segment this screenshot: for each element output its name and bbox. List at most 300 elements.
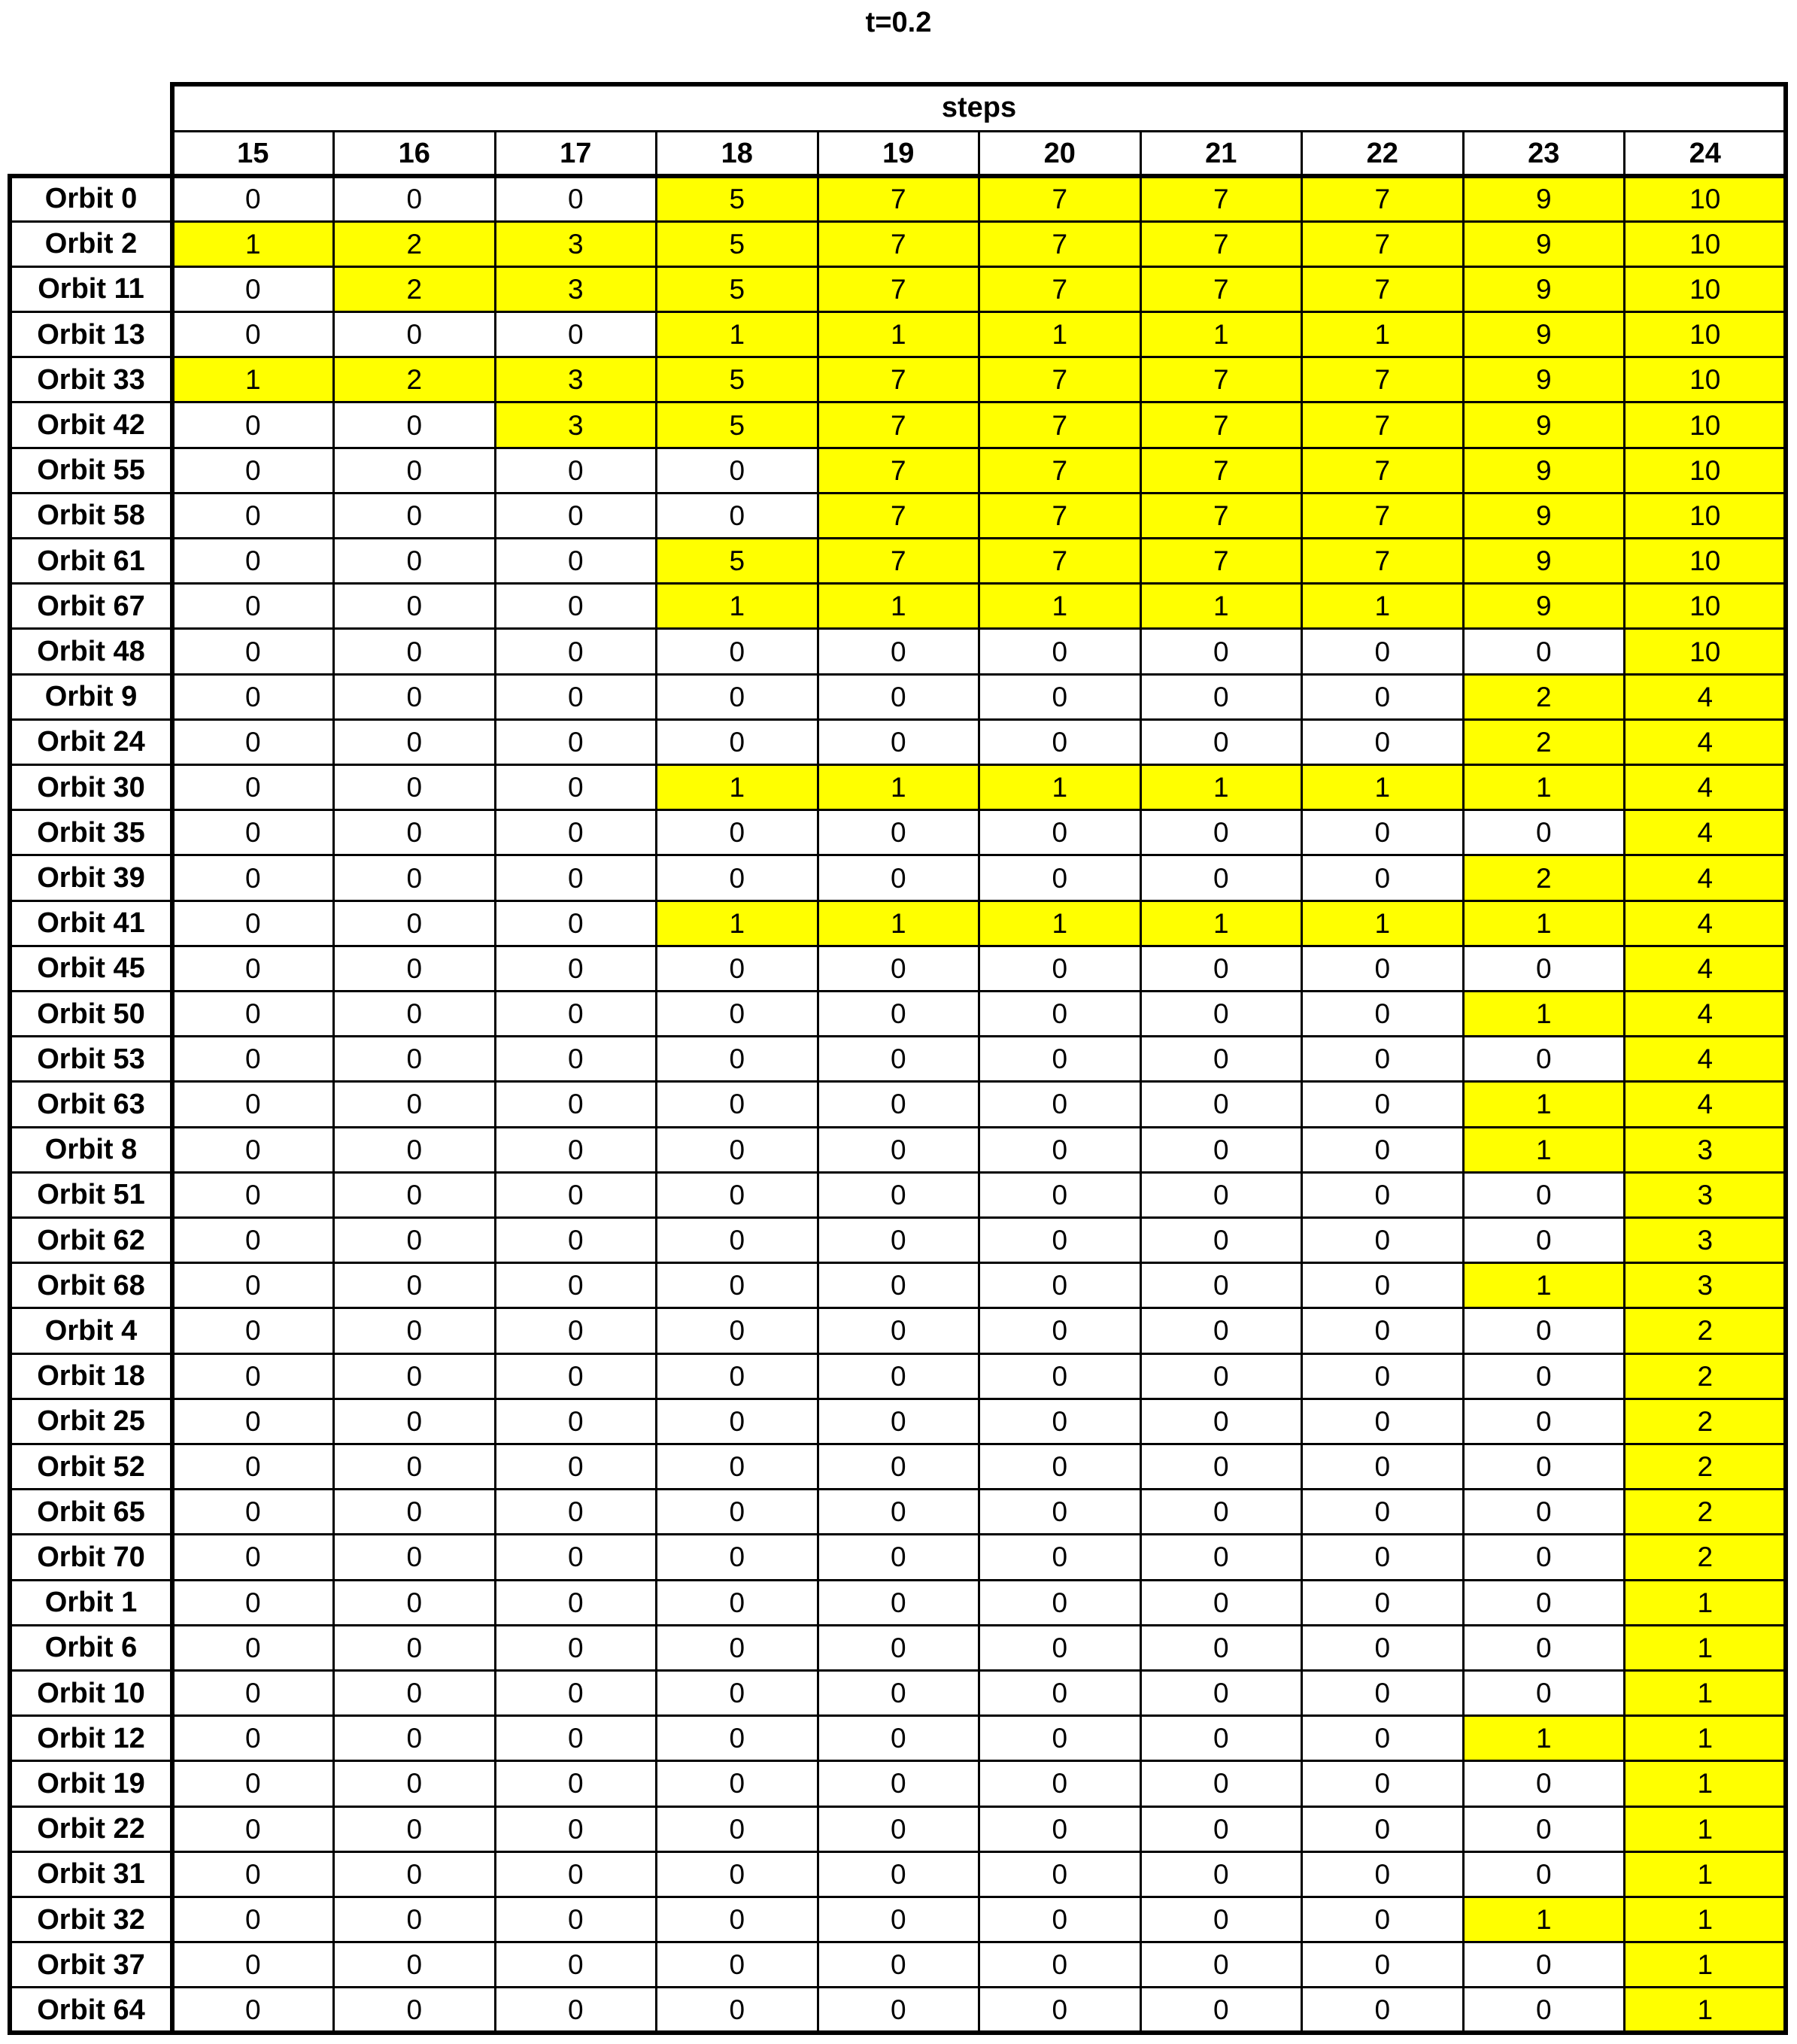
table-cell: 0 [1374, 998, 1391, 1030]
table-cell: 0 [1213, 1904, 1229, 1935]
table-cell: 0 [729, 1904, 745, 1935]
grid-line [10, 492, 1786, 494]
grid-line [10, 1216, 1786, 1219]
table-cell: 7 [1140, 357, 1302, 402]
row-label: Orbit 61 [37, 545, 145, 577]
table-cell: 0 [890, 1270, 906, 1301]
table-cell: 0 [406, 772, 423, 803]
table-cell: 0 [1213, 1994, 1229, 2026]
table-cell: 0 [1052, 862, 1068, 894]
grid-line [10, 945, 1786, 947]
row-label: Orbit 50 [37, 998, 145, 1030]
table-cell: 0 [406, 1541, 423, 1573]
table-cell: 0 [729, 726, 745, 758]
table-cell: 0 [244, 500, 261, 531]
table-cell: 1 [818, 312, 979, 357]
table-cell: 0 [406, 409, 423, 441]
table-cell: 1 [1625, 1670, 1786, 1715]
table-cell: 0 [729, 1632, 745, 1663]
row-label: Orbit 2 [44, 228, 138, 260]
table-cell: 2 [1625, 1308, 1786, 1353]
table-cell: 0 [1374, 1813, 1391, 1845]
table-cell: 7 [1302, 539, 1464, 584]
table-cell: 0 [406, 1678, 423, 1709]
table-cell: 1 [1140, 312, 1302, 357]
table-cell: 0 [406, 817, 423, 849]
table-cell: 1 [1463, 1127, 1625, 1172]
table-cell: 0 [567, 952, 584, 984]
row-label: Orbit 10 [37, 1677, 145, 1709]
table-cell: 1 [1625, 1897, 1786, 1942]
table-cell: 0 [729, 1723, 745, 1754]
table-cell: 0 [1052, 817, 1068, 849]
table-cell: 0 [1052, 1949, 1068, 1981]
table-cell: 10 [1625, 266, 1786, 311]
table-cell: 7 [1140, 266, 1302, 311]
table-cell: 0 [729, 1451, 745, 1483]
table-cell: 7 [1302, 448, 1464, 493]
table-cell: 0 [729, 952, 745, 984]
table-cell: 0 [1213, 1632, 1229, 1663]
table-cell: 0 [567, 1089, 584, 1120]
table-cell: 7 [979, 266, 1141, 311]
grid-line [10, 1488, 1786, 1490]
table-cell: 0 [1374, 1678, 1391, 1709]
table-cell: 0 [406, 862, 423, 894]
table-cell: 0 [1374, 1496, 1391, 1528]
table-cell: 0 [729, 1587, 745, 1618]
table-cell: 7 [818, 221, 979, 266]
table-cell: 0 [1213, 1089, 1229, 1120]
table-cell: 7 [1302, 493, 1464, 538]
table-cell: 0 [1052, 1813, 1068, 1845]
grid-line [10, 582, 1786, 585]
row-label: Orbit 18 [37, 1360, 145, 1393]
table-cell: 1 [1140, 765, 1302, 810]
table-cell: 0 [1052, 1451, 1068, 1483]
table-cell: 1 [1625, 1761, 1786, 1806]
table-cell: 0 [890, 681, 906, 712]
table-cell: 7 [1302, 176, 1464, 221]
grid-line [10, 1624, 1786, 1626]
table-cell: 0 [406, 952, 423, 984]
table-cell: 0 [567, 454, 584, 486]
table-cell: 1 [1625, 1806, 1786, 1851]
table-cell: 0 [890, 636, 906, 667]
table-cell: 9 [1463, 448, 1625, 493]
table-cell: 1 [979, 901, 1141, 946]
table-cell: 0 [729, 1405, 745, 1437]
table-cell: 0 [567, 591, 584, 622]
table-cell: 0 [1052, 726, 1068, 758]
row-label: Orbit 67 [37, 590, 145, 622]
table-cell: 9 [1463, 312, 1625, 357]
grid-line [332, 131, 335, 2033]
table-cell: 0 [890, 1225, 906, 1256]
row-label: Orbit 68 [37, 1269, 145, 1301]
grid-line [10, 1806, 1786, 1808]
table-cell: 0 [890, 1541, 906, 1573]
table-cell: 7 [1302, 402, 1464, 448]
table-cell: 1 [1625, 1625, 1786, 1670]
table-cell: 0 [1213, 1723, 1229, 1754]
table-cell: 0 [729, 454, 745, 486]
table-cell: 0 [1374, 681, 1391, 712]
column-header: 20 [1043, 138, 1076, 169]
table-cell: 1 [1463, 992, 1625, 1037]
table-cell: 0 [729, 1858, 745, 1890]
table-cell: 0 [406, 1587, 423, 1618]
table-cell: 7 [818, 402, 979, 448]
grid-line [10, 1126, 1786, 1128]
table-cell: 0 [1052, 1994, 1068, 2026]
table-cell: 0 [1213, 1813, 1229, 1845]
table-cell: 0 [890, 1768, 906, 1800]
table-cell: 0 [406, 1134, 423, 1165]
table-cell: 0 [1374, 1225, 1391, 1256]
table-cell: 2 [1625, 1353, 1786, 1399]
table-cell: 0 [1213, 1587, 1229, 1618]
table-cell: 0 [1535, 1496, 1552, 1528]
table-cell: 7 [979, 448, 1141, 493]
table-cell: 0 [1052, 1179, 1068, 1210]
table-cell: 4 [1625, 1037, 1786, 1082]
table-cell: 0 [567, 1587, 584, 1618]
grid-line [10, 854, 1786, 856]
table-cell: 0 [1535, 1813, 1552, 1845]
table-cell: 0 [244, 1451, 261, 1483]
grid-line [1623, 131, 1625, 2033]
row-label: Orbit 65 [37, 1496, 145, 1528]
table-cell: 0 [567, 1179, 584, 1210]
grid-line [10, 1896, 1786, 1898]
table-cell: 7 [1302, 357, 1464, 402]
table-cell: 0 [406, 319, 423, 351]
table-cell: 0 [244, 1858, 261, 1890]
table-cell: 0 [729, 1813, 745, 1845]
table-cell: 0 [1535, 1360, 1552, 1392]
table-cell: 0 [406, 726, 423, 758]
table-cell: 3 [1625, 1217, 1786, 1262]
grid-line [10, 1353, 1786, 1355]
table-cell: 0 [567, 998, 584, 1030]
table-cell: 0 [244, 952, 261, 984]
table-cell: 0 [406, 1451, 423, 1483]
table-cell: 7 [818, 266, 979, 311]
grid-line [10, 266, 1786, 268]
table-cell: 1 [172, 357, 334, 402]
table-cell: 1 [1302, 584, 1464, 629]
grid-line [10, 311, 1786, 313]
row-label: Orbit 33 [37, 363, 145, 396]
table-cell: 0 [406, 1858, 423, 1890]
table-cell: 0 [244, 1768, 261, 1800]
grid-line [10, 220, 1786, 223]
table-cell: 0 [1213, 1225, 1229, 1256]
grid-line [1462, 131, 1465, 2033]
row-label: Orbit 48 [37, 636, 145, 668]
table-cell: 0 [1213, 817, 1229, 849]
table-cell: 0 [1374, 1632, 1391, 1663]
table-cell: 0 [406, 1405, 423, 1437]
table-cell: 2 [1625, 1490, 1786, 1535]
table-cell: 0 [406, 1723, 423, 1754]
table-cell: 0 [729, 1360, 745, 1392]
table-cell: 2 [1625, 1444, 1786, 1489]
table-cell: 0 [244, 1134, 261, 1165]
table-cell: 3 [495, 266, 657, 311]
row-label: Orbit 32 [37, 1903, 145, 1936]
table-cell: 0 [890, 726, 906, 758]
table-cell: 0 [1052, 1723, 1068, 1754]
table-cell: 9 [1463, 402, 1625, 448]
row-label: Orbit 19 [37, 1767, 145, 1800]
table-cell: 0 [244, 1904, 261, 1935]
table-cell: 0 [890, 1678, 906, 1709]
table-cell: 0 [1535, 1541, 1552, 1573]
table-cell: 0 [890, 1496, 906, 1528]
table-cell: 0 [567, 1904, 584, 1935]
table-cell: 0 [244, 1043, 261, 1075]
table-cell: 2 [1463, 855, 1625, 901]
table-cell: 0 [890, 1089, 906, 1120]
table-cell: 9 [1463, 584, 1625, 629]
table-cell: 0 [890, 1632, 906, 1663]
table-cell: 0 [1374, 1723, 1391, 1754]
table-cell: 0 [567, 681, 584, 712]
table-cell: 0 [1535, 952, 1552, 984]
table-cell: 4 [1625, 1082, 1786, 1127]
table-cell: 0 [406, 1813, 423, 1845]
table-cell: 0 [1052, 1858, 1068, 1890]
table-cell: 0 [1374, 1405, 1391, 1437]
table-cell: 0 [1213, 1496, 1229, 1528]
table-cell: 7 [818, 357, 979, 402]
table-cell: 1 [1625, 1851, 1786, 1897]
table-cell: 2 [1625, 1535, 1786, 1580]
table-cell: 0 [244, 817, 261, 849]
row-label: Orbit 42 [37, 409, 145, 442]
table-cell: 10 [1625, 539, 1786, 584]
table-cell: 0 [890, 1315, 906, 1347]
table-cell: 0 [1052, 1587, 1068, 1618]
table-cell: 5 [657, 402, 818, 448]
grid-line [10, 809, 1786, 811]
table-cell: 0 [890, 1949, 906, 1981]
table-cell: 10 [1625, 176, 1786, 221]
table-cell: 0 [406, 1089, 423, 1120]
table-cell: 0 [567, 1360, 584, 1392]
grid-line [8, 2030, 1788, 2035]
table-cell: 0 [244, 273, 261, 305]
table-cell: 1 [172, 221, 334, 266]
table-cell: 7 [1140, 176, 1302, 221]
table-cell: 1 [657, 765, 818, 810]
table-cell: 0 [890, 1360, 906, 1392]
table-cell: 10 [1625, 402, 1786, 448]
column-header: 19 [882, 138, 915, 169]
column-header: 24 [1689, 138, 1721, 169]
table-cell: 4 [1625, 810, 1786, 855]
table-cell: 0 [1535, 1949, 1552, 1981]
table-cell: 0 [244, 183, 261, 214]
table-cell: 0 [890, 998, 906, 1030]
table-cell: 1 [979, 584, 1141, 629]
table-cell: 0 [1052, 1678, 1068, 1709]
grid-line [817, 131, 819, 2033]
table-cell: 4 [1625, 946, 1786, 991]
table-cell: 0 [729, 1270, 745, 1301]
grid-line [655, 131, 657, 2033]
column-header: 18 [721, 138, 753, 169]
table-cell: 5 [657, 357, 818, 402]
table-cell: 0 [1374, 817, 1391, 849]
table-cell: 7 [979, 221, 1141, 266]
table-cell: 3 [495, 402, 657, 448]
table-cell: 7 [979, 493, 1141, 538]
table-cell: 9 [1463, 266, 1625, 311]
grid-line [10, 537, 1786, 539]
table-cell: 0 [1052, 681, 1068, 712]
table-cell: 0 [729, 1179, 745, 1210]
column-header: 23 [1528, 138, 1560, 169]
table-cell: 0 [567, 1043, 584, 1075]
grid-line [10, 627, 1786, 630]
table-cell: 2 [1625, 1399, 1786, 1444]
table-cell: 0 [244, 1405, 261, 1437]
table-cell: 0 [567, 1723, 584, 1754]
row-label: Orbit 6 [44, 1632, 138, 1664]
table-cell: 0 [567, 500, 584, 531]
table-cell: 1 [657, 584, 818, 629]
table-cell: 0 [567, 1315, 584, 1347]
table-cell: 0 [567, 862, 584, 894]
grid-line [10, 401, 1786, 403]
table-cell: 7 [979, 176, 1141, 221]
table-cell: 0 [1535, 1678, 1552, 1709]
table-cell: 1 [1302, 312, 1464, 357]
table-cell: 0 [406, 1270, 423, 1301]
grid-line [1140, 131, 1142, 2033]
row-label: Orbit 24 [37, 726, 145, 758]
grid-line [1783, 82, 1788, 2035]
table-cell: 1 [1625, 1580, 1786, 1625]
table-cell: 0 [890, 1043, 906, 1075]
table-cell: 1 [657, 901, 818, 946]
grid-line [1301, 131, 1303, 2033]
column-group-header: steps [941, 92, 1017, 123]
table-cell: 0 [244, 1225, 261, 1256]
table-cell: 7 [818, 176, 979, 221]
row-label: Orbit 31 [37, 1858, 145, 1891]
table-cell: 0 [1213, 952, 1229, 984]
table-cell: 0 [890, 817, 906, 849]
table-cell: 0 [1535, 1632, 1552, 1663]
table-cell: 2 [334, 357, 496, 402]
table-cell: 0 [1052, 1270, 1068, 1301]
table-cell: 7 [1140, 539, 1302, 584]
row-label: Orbit 62 [37, 1224, 145, 1256]
table-cell: 5 [657, 539, 818, 584]
table-cell: 0 [406, 183, 423, 214]
table-cell: 0 [1213, 1134, 1229, 1165]
table-cell: 0 [1052, 1134, 1068, 1165]
table-cell: 0 [244, 1270, 261, 1301]
table-cell: 0 [1535, 817, 1552, 849]
table-cell: 0 [567, 1496, 584, 1528]
row-label: Orbit 63 [37, 1088, 145, 1120]
table-cell: 0 [890, 1723, 906, 1754]
grid-line [10, 1669, 1786, 1672]
table-cell: 0 [890, 1405, 906, 1437]
table-cell: 0 [567, 1858, 584, 1890]
table-cell: 1 [1625, 1988, 1786, 2033]
row-label: Orbit 30 [37, 771, 145, 803]
grid-line [10, 1714, 1786, 1717]
table-cell: 7 [1302, 266, 1464, 311]
table-cell: 7 [1140, 221, 1302, 266]
column-header: 16 [398, 138, 430, 169]
column-header: 15 [237, 138, 269, 169]
table-cell: 4 [1625, 992, 1786, 1037]
table-cell: 0 [244, 772, 261, 803]
row-label: Orbit 4 [44, 1314, 138, 1347]
table-cell: 1 [1463, 1082, 1625, 1127]
table-cell: 0 [406, 1360, 423, 1392]
table-cell: 0 [1374, 1270, 1391, 1301]
table-cell: 3 [495, 221, 657, 266]
table-cell: 0 [406, 545, 423, 577]
table-cell: 0 [729, 681, 745, 712]
table-cell: 0 [567, 907, 584, 939]
table-cell: 0 [1374, 1768, 1391, 1800]
table-cell: 1 [1302, 765, 1464, 810]
table-cell: 0 [1535, 1768, 1552, 1800]
table-cell: 0 [567, 1768, 584, 1800]
table-cell: 0 [244, 1994, 261, 2026]
table-cell: 0 [406, 998, 423, 1030]
table-cell: 0 [1374, 1994, 1391, 2026]
table-cell: 0 [1374, 1904, 1391, 1935]
table-cell: 0 [1374, 1949, 1391, 1981]
row-label: Orbit 55 [37, 454, 145, 487]
table-cell: 1 [1625, 1716, 1786, 1761]
table-cell: 0 [406, 1632, 423, 1663]
table-cell: 0 [567, 726, 584, 758]
grid-line [10, 1533, 1786, 1535]
grid-line [10, 447, 1786, 449]
table-cell: 0 [567, 1451, 584, 1483]
table-cell: 0 [244, 409, 261, 441]
table-cell: 7 [1140, 448, 1302, 493]
grid-line [494, 131, 496, 2033]
table-cell: 0 [1374, 862, 1391, 894]
table-cell: 1 [1463, 1897, 1625, 1942]
table-cell: 0 [1535, 1451, 1552, 1483]
table-cell: 1 [1463, 1263, 1625, 1308]
table-cell: 0 [729, 1994, 745, 2026]
table-cell: 0 [406, 1768, 423, 1800]
table-cell: 0 [1213, 1315, 1229, 1347]
row-label: Orbit 52 [37, 1450, 145, 1483]
grid-line [10, 1035, 1786, 1037]
table-cell: 0 [567, 1270, 584, 1301]
table-cell: 1 [1140, 901, 1302, 946]
table-cell: 0 [244, 1089, 261, 1120]
grid-line [10, 900, 1786, 902]
table-cell: 0 [1213, 1360, 1229, 1392]
grid-line [10, 1307, 1786, 1309]
